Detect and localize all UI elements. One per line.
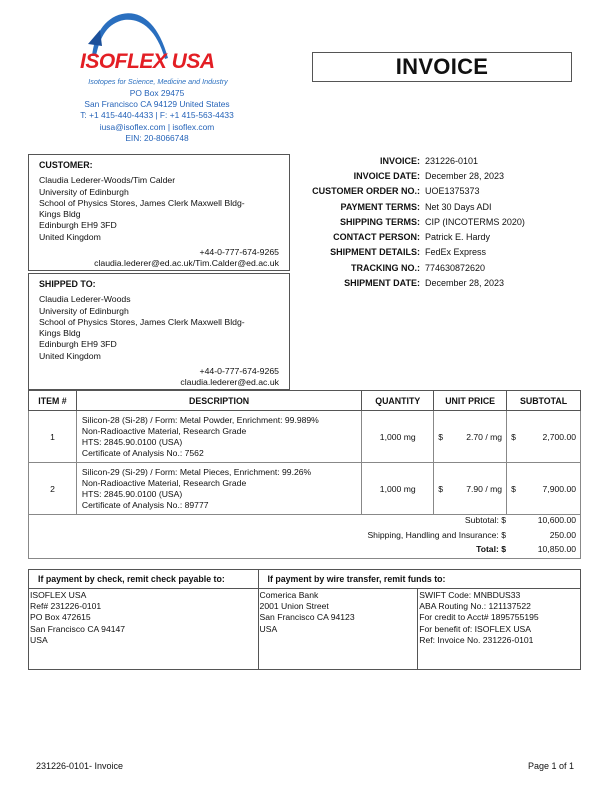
wire-line: For benefit of: ISOFLEX USA — [419, 623, 532, 634]
column-header-subtotal: SUBTOTAL — [507, 391, 581, 411]
shipped-to-line: University of Edinburgh — [39, 305, 129, 316]
unit-price-value: 2.70 / mg — [466, 431, 503, 442]
shipped-to-line: School of Physics Stores, James Clerk Maxwell Bldg- — [39, 316, 245, 327]
invoice-title-box — [312, 52, 572, 82]
column-header-description: DESCRIPTION — [76, 391, 361, 411]
company-phone: T: +1 415-440-4433 | F: +1 415-563-4433 — [80, 110, 234, 121]
check-line: USA — [30, 634, 48, 645]
shipped-to-line: United Kingdom — [39, 350, 101, 361]
shipping-amount: 250.00 — [549, 529, 576, 540]
wire-line: Ref: Invoice No. 231226-0101 — [419, 634, 534, 645]
column-header-unit-price: UNIT PRICE — [434, 391, 507, 411]
item-quantity: 1,000 mg — [362, 463, 434, 515]
bank-line: San Francisco CA 94123 — [259, 612, 355, 623]
currency-symbol: $ — [438, 483, 443, 494]
subtotal-value: 7,900.00 — [542, 483, 576, 494]
wire-line: SWIFT Code: MNBDUS33 — [419, 590, 521, 600]
subtotal-amount: 10,600.00 — [537, 515, 576, 526]
totals-box — [28, 513, 581, 559]
detail-row-tracking — [296, 260, 586, 275]
shipment-date: December 28, 2023 — [425, 278, 505, 289]
check-payment-heading: If payment by check, remit check payable to: — [29, 570, 259, 589]
description-line: Non-Radioactive Material, Research Grade — [81, 426, 247, 436]
check-payment-details — [29, 589, 259, 670]
check-line: PO Box 472615 — [30, 612, 91, 623]
customer-line: School of Physics Stores, James Clerk Maxwell Bldg- — [39, 197, 245, 208]
customer-line: Kings Bldg — [39, 209, 81, 220]
customer-line: United Kingdom — [39, 231, 101, 242]
check-line: ISOFLEX USA — [30, 590, 87, 600]
check-line: San Francisco CA 94147 — [30, 623, 126, 634]
customer-line: Claudia Lederer-Woods/Tim Calder — [39, 175, 176, 186]
detail-label: SHIPPING TERMS: — [339, 216, 420, 227]
shipped-to-email[interactable]: claudia.lederer@ed.ac.uk — [180, 377, 279, 388]
description-line: Certificate of Analysis No.: 89777 — [81, 500, 209, 510]
detail-row-shipping-terms — [296, 214, 586, 229]
detail-row-shipment-date — [296, 275, 586, 290]
customer-phone: +44-0-777-674-9265 — [199, 247, 279, 258]
page-title: INVOICE — [395, 54, 489, 79]
payment-table — [28, 569, 581, 670]
invoice-details — [296, 153, 586, 291]
customer-email[interactable]: claudia.lederer@ed.ac.uk/Tim.Calder@ed.ac.uk — [94, 258, 279, 269]
items-header-row — [29, 391, 581, 411]
shipping-label: Shipping, Handling and Insurance: $ — [367, 529, 506, 540]
company-logo: ISOFLEX USA — [80, 50, 215, 73]
column-header-item: ITEM # — [29, 391, 77, 411]
total-row — [29, 542, 580, 557]
customer-line: University of Edinburgh — [39, 186, 129, 197]
table-row — [29, 463, 581, 515]
total-amount: 10,850.00 — [537, 544, 576, 555]
bank-line: USA — [259, 623, 278, 634]
tracking-number: 774630872620 — [425, 262, 486, 273]
wire-details — [418, 589, 581, 670]
subtotal-row — [29, 513, 580, 528]
contact-person: Patrick E. Hardy — [425, 232, 491, 243]
item-quantity: 1,000 mg — [362, 411, 434, 463]
table-row — [29, 411, 581, 463]
description-line: Silicon-29 (Si-29) / Form: Metal Pieces, Enrichment: 99.26% — [81, 467, 312, 477]
unit-price-value: 7.90 / mg — [466, 483, 503, 494]
bank-line: Comerica Bank — [259, 590, 319, 600]
wire-line: For credit to Acct# 1895755195 — [419, 612, 539, 623]
detail-label: CUSTOMER ORDER NO.: — [312, 186, 420, 197]
shipped-to-line: Kings Bldg — [39, 328, 81, 339]
shipped-to-phone: +44-0-777-674-9265 — [199, 366, 279, 377]
item-unit-price — [434, 463, 507, 515]
company-address — [62, 88, 252, 144]
customer-order-number: UOE1375373 — [425, 186, 480, 197]
item-subtotal — [507, 411, 581, 463]
payment-terms: Net 30 Days ADI — [425, 201, 492, 212]
footer-document-id: 231226-0101- Invoice — [36, 761, 124, 771]
shipping-row — [29, 528, 580, 543]
detail-label: INVOICE DATE: — [353, 170, 420, 181]
invoice-date: December 28, 2023 — [425, 170, 505, 181]
total-label: Total: $ — [476, 544, 506, 555]
description-line: HTS: 2845.90.0100 (USA) — [81, 437, 183, 447]
bank-line: 2001 Union Street — [259, 601, 329, 612]
detail-row-customer-order — [296, 184, 586, 199]
detail-label: PAYMENT TERMS: — [340, 201, 420, 212]
wire-payment-heading: If payment by wire transfer, remit funds to: — [258, 570, 580, 589]
wire-line: ABA Routing No.: 121137522 — [419, 601, 531, 612]
items-table — [28, 390, 581, 515]
check-line: Ref# 231226-0101 — [30, 601, 102, 612]
detail-row-contact-person — [296, 229, 586, 244]
column-header-quantity: QUANTITY — [362, 391, 434, 411]
item-number: 2 — [29, 463, 77, 515]
detail-label: SHIPMENT DATE: — [344, 278, 420, 289]
company-address-line: PO Box 29475 — [129, 88, 185, 98]
company-tagline: Isotopes for Science, Medicine and Industry — [88, 77, 228, 86]
detail-row-invoice — [296, 153, 586, 168]
shipped-to-heading: SHIPPED TO: — [39, 279, 96, 289]
currency-symbol: $ — [438, 431, 443, 442]
payment-header-row — [29, 570, 581, 589]
detail-label: TRACKING NO.: — [351, 262, 420, 273]
item-number: 1 — [29, 411, 77, 463]
detail-row-invoice-date — [296, 168, 586, 183]
item-unit-price — [434, 411, 507, 463]
item-subtotal — [507, 463, 581, 515]
item-description — [76, 411, 361, 463]
footer-page-number: Page 1 of 1 — [527, 761, 574, 771]
customer-box — [28, 154, 290, 271]
currency-symbol: $ — [511, 483, 516, 494]
detail-row-payment-terms — [296, 199, 586, 214]
shipping-terms: CIP (INCOTERMS 2020) — [425, 216, 525, 227]
shipped-to-box — [28, 273, 290, 390]
payment-details-row — [29, 589, 581, 670]
description-line: HTS: 2845.90.0100 (USA) — [81, 489, 183, 499]
invoice-number: 231226-0101 — [425, 155, 479, 166]
customer-line: Edinburgh EH9 3FD — [39, 220, 117, 231]
item-description — [76, 463, 361, 515]
shipment-details: FedEx Express — [425, 247, 487, 258]
shipped-to-line: Edinburgh EH9 3FD — [39, 339, 117, 350]
detail-label: CONTACT PERSON: — [333, 232, 420, 243]
description-line: Certificate of Analysis No.: 7562 — [81, 448, 204, 458]
detail-label: INVOICE: — [379, 155, 420, 166]
shipped-to-line: Claudia Lederer-Woods — [39, 294, 131, 305]
subtotal-value: 2,700.00 — [542, 431, 576, 442]
customer-heading: CUSTOMER: — [39, 160, 93, 170]
detail-label: SHIPMENT DETAILS: — [330, 247, 420, 258]
detail-row-shipment-details — [296, 245, 586, 260]
company-ein: EIN: 20-8066748 — [125, 132, 189, 143]
bank-details — [258, 589, 418, 670]
description-line: Non-Radioactive Material, Research Grade — [81, 478, 247, 488]
subtotal-label: Subtotal: $ — [464, 515, 506, 526]
company-address-line: San Francisco CA 94129 United States — [84, 99, 230, 110]
company-email[interactable]: iusa@isoflex.com | isoflex.com — [99, 121, 215, 132]
currency-symbol: $ — [511, 431, 516, 442]
description-line: Silicon-28 (Si-28) / Form: Metal Powder, Enrichment: 99.989% — [81, 415, 319, 425]
